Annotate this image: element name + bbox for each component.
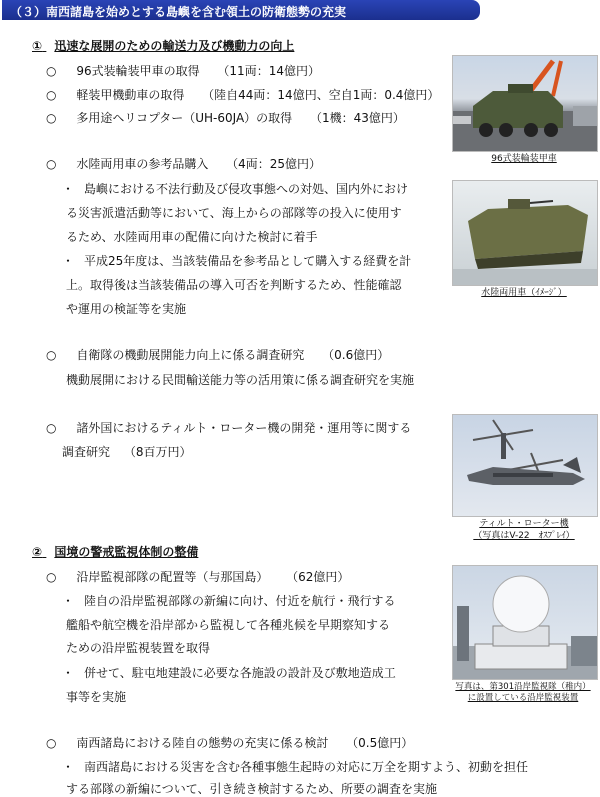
photo-96-apc bbox=[452, 55, 598, 152]
caption-96-apc: 96式装輪装甲車 bbox=[491, 154, 557, 164]
caption-amphibious: 水陸両用車（ｲﾒｰｼﾞ） bbox=[481, 288, 567, 298]
item-coastal-surveillance bbox=[46, 568, 349, 585]
item-cost: （4両：25億円） bbox=[226, 157, 322, 171]
tiltrotor-illustration bbox=[453, 415, 597, 516]
item-name: 軽装甲機動車の取得 bbox=[76, 88, 185, 102]
southwest-text-line: する部隊の新編について、引き続き検討するため、所要の調査を実施 bbox=[66, 782, 438, 796]
mobility-study-desc: 機動展開における民間輸送能力等の活用策に係る調査研究を実施 bbox=[66, 373, 415, 387]
coastal-text-line: 事等を実施 bbox=[66, 690, 127, 704]
item-name: 自衛隊の機動展開能力向上に係る調査研究 bbox=[76, 348, 305, 362]
sub-bullet: ・ bbox=[62, 760, 75, 774]
item-tiltrotor bbox=[46, 419, 411, 436]
sec1-title: 迅速な展開のための輸送力及び機動力の向上 bbox=[54, 39, 295, 53]
item-cost: （0.5億円） bbox=[346, 736, 414, 750]
sec1-number: ① bbox=[32, 39, 43, 53]
coastal-text-line: 艦船や航空機を沿岸部から監視して各種兆候を早期察知する bbox=[66, 618, 391, 632]
amphib-text-line: 上。取得後は当該装備品の導入可否を判断するため、性能確認 bbox=[66, 278, 402, 292]
sub-bullet: ・ bbox=[62, 254, 75, 268]
item-name: 多用途ヘリコプター（UH-60JA）の取得 bbox=[76, 111, 293, 125]
bullet: ○ bbox=[46, 88, 57, 102]
section-header-bar bbox=[2, 0, 480, 20]
amphib-text-line: る災害派遣活動等において、海上からの部隊等の投入に使用す bbox=[66, 206, 402, 220]
sub-bullet: ・ bbox=[62, 594, 75, 608]
amphib-text-line: や運用の検証等を実施 bbox=[66, 302, 187, 316]
item-cost: （0.6億円） bbox=[322, 348, 390, 362]
bullet: ○ bbox=[46, 736, 57, 750]
amphib-text-line: 平成25年度は、当該装備品を参考品として購入する経費を計 bbox=[84, 254, 412, 268]
item-amphibious bbox=[46, 155, 321, 172]
item-name: 諸外国におけるティルト・ローター機の開発・運用等に関する bbox=[76, 421, 412, 435]
section-header-title: （３）南西諸島を始めとする島嶼を含む領土の防衛態勢の充実 bbox=[10, 5, 347, 19]
sec2-title: 国境の警戒監視体制の整備 bbox=[54, 545, 199, 559]
caption-radar: 写真は、第301沿岸監視隊（稚内） bbox=[455, 682, 591, 692]
item-name: 南西諸島における陸自の態勢の充実に係る検討 bbox=[76, 736, 329, 750]
item-cost: （陸自44両：14億円、空自1両：0.4億円） bbox=[202, 88, 440, 102]
item-cost: （62億円） bbox=[286, 570, 350, 584]
coastal-text-line: 併せて、駐屯地建設に必要な各施設の設計及び敷地造成工 bbox=[84, 666, 396, 680]
item-name: 調査研究 bbox=[62, 445, 111, 459]
item-96-apc bbox=[46, 62, 320, 79]
apc-illustration bbox=[453, 56, 597, 151]
photo-tiltrotor bbox=[452, 414, 598, 517]
item-name: 沿岸監視部隊の配置等（与那国島） bbox=[76, 570, 269, 584]
item-name: 96式装輪装甲車の取得 bbox=[76, 64, 200, 78]
item-cost: （1機：43億円） bbox=[310, 111, 405, 125]
caption-tiltrotor: ティルト・ローター機 bbox=[479, 519, 569, 529]
caption-radar-note: に設置している沿岸監視装置 bbox=[467, 693, 579, 703]
bullet: ○ bbox=[46, 64, 57, 78]
radar-dome-illustration bbox=[453, 566, 597, 679]
sec1-heading bbox=[32, 37, 294, 54]
item-name: 水陸両用車の参考品購入 bbox=[76, 157, 209, 171]
bullet: ○ bbox=[46, 157, 57, 171]
item-cost: （11両：14億円） bbox=[217, 64, 320, 78]
southwest-text-line: 南西諸島における災害を含む各種事態生起時の対応に万全を期すよう、初動を担任 bbox=[84, 760, 529, 774]
amphibious-illustration bbox=[453, 181, 597, 285]
caption-tiltrotor-note: （写真はV-22 ｵｽﾌﾟﾚｲ） bbox=[473, 531, 575, 541]
item-cost: （8百万円） bbox=[123, 445, 192, 459]
item-tiltrotor-line2 bbox=[62, 443, 191, 460]
bullet: ○ bbox=[46, 348, 57, 362]
coastal-text-line: ための沿岸監視装置を取得 bbox=[66, 641, 211, 655]
amphib-text-line: るため、水陸両用車の配備に向けた検討に着手 bbox=[66, 230, 318, 244]
photo-amphibious-vehicle bbox=[452, 180, 598, 286]
photo-coastal-radar bbox=[452, 565, 598, 680]
bullet: ○ bbox=[46, 421, 57, 435]
sub-bullet: ・ bbox=[62, 182, 75, 196]
sec2-heading bbox=[32, 543, 198, 560]
item-southwest-study bbox=[46, 734, 413, 751]
bullet: ○ bbox=[46, 570, 57, 584]
amphib-text-line: 島嶼における不法行動及び侵攻事態への対処、国内外におけ bbox=[84, 182, 409, 196]
sec2-number: ② bbox=[32, 545, 43, 559]
sub-bullet: ・ bbox=[62, 666, 75, 680]
coastal-text-line: 陸自の沿岸監視部隊の新編に向け、付近を航行・飛行する bbox=[84, 594, 396, 608]
item-mobility-study bbox=[46, 346, 389, 363]
bullet: ○ bbox=[46, 111, 57, 125]
item-lav bbox=[46, 86, 439, 103]
item-uh60 bbox=[46, 109, 405, 126]
